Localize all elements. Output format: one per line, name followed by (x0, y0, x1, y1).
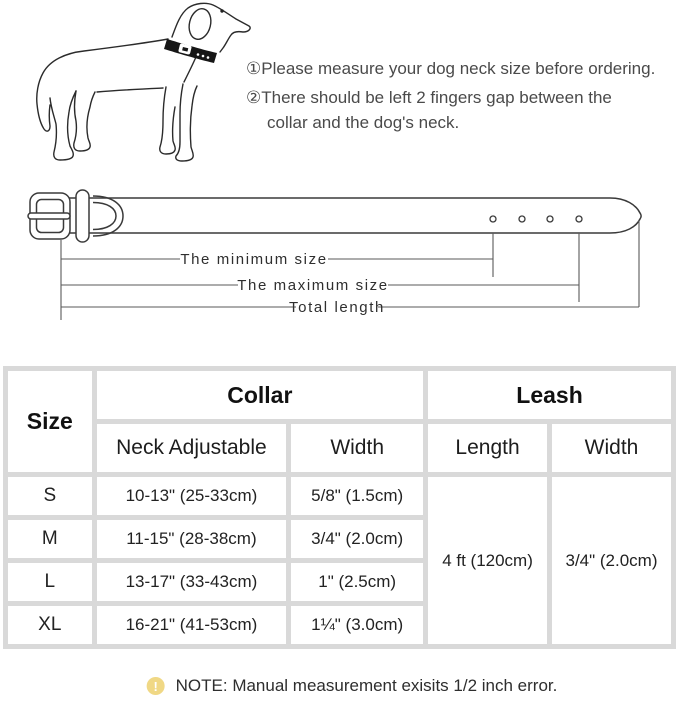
table-row-s (8, 477, 671, 515)
measurement-note (147, 676, 558, 696)
header-leash-length: Length (428, 424, 547, 472)
instruction-item-2 (246, 87, 676, 109)
header-collar-width: Width (291, 424, 423, 472)
neck-value-xl: 16-21" (41-53cm) (97, 606, 287, 644)
header-neck-adjustable: Neck Adjustable (97, 424, 287, 472)
measuring-instructions (246, 58, 676, 141)
table-header-row-groups (8, 371, 671, 419)
instruction-2-text-line2: collar and the dog's neck. (267, 113, 460, 132)
header-leash-group: Leash (428, 371, 671, 419)
instruction-1-text: Please measure your dog neck size before ordering. (261, 59, 656, 78)
width-value-l: 1" (2.5cm) (291, 563, 423, 601)
minimum-size-label: The minimum size (180, 251, 328, 268)
size-label-l: L (8, 563, 92, 601)
instruction-item-1 (246, 58, 676, 80)
neck-value-l: 13-17" (33-43cm) (97, 563, 287, 601)
width-value-xl: 1¼" (3.0cm) (291, 606, 423, 644)
dog-back-tail-outline (37, 39, 168, 131)
collar-measurement-diagram (0, 186, 679, 331)
instruction-item-2-cont (246, 112, 676, 134)
dog-chest-line (184, 57, 196, 82)
size-label-m: M (8, 520, 92, 558)
header-collar-group: Collar (97, 371, 423, 419)
leash-width-value: 3/4" (2.0cm) (552, 477, 671, 644)
exclamation-icon: ! (147, 677, 165, 695)
size-label-xl: XL (8, 606, 92, 644)
dog-hind-leg-far (74, 91, 95, 151)
neck-value-m: 11-15" (28-38cm) (97, 520, 287, 558)
neck-value-s: 10-13" (25-33cm) (97, 477, 287, 515)
total-length-label: Total length (289, 299, 385, 316)
dog-front-leg-far (160, 87, 176, 154)
dog-illustration (20, 2, 260, 178)
leash-length-value: 4 ft (120cm) (428, 477, 547, 644)
circled-2-icon: ② (246, 88, 262, 107)
dog-ear (186, 6, 214, 41)
maximum-size-label: The maximum size (237, 277, 389, 294)
collar-buckle-prong (28, 213, 70, 219)
width-value-s: 5/8" (1.5cm) (291, 477, 423, 515)
note-text: NOTE: Manual measurement exisits 1/2 inch error. (175, 676, 558, 695)
instruction-2-text-line1: There should be left 2 fingers gap between the (261, 88, 612, 107)
dog-front-leg-near (176, 84, 197, 161)
dog-belly-line (97, 88, 163, 92)
size-table (3, 366, 676, 649)
width-value-m: 3/4" (2.0cm) (291, 520, 423, 558)
collar-strap (55, 198, 641, 233)
size-table-wrapper (3, 366, 676, 649)
table-header-row-columns (8, 424, 671, 472)
collar-keeper-loop (76, 190, 89, 242)
size-label-s: S (8, 477, 92, 515)
dog-hind-leg-near (50, 91, 76, 160)
header-leash-width: Width (552, 424, 671, 472)
circled-1-icon: ① (246, 59, 262, 78)
dog-eye (220, 9, 223, 12)
header-size: Size (8, 371, 92, 472)
